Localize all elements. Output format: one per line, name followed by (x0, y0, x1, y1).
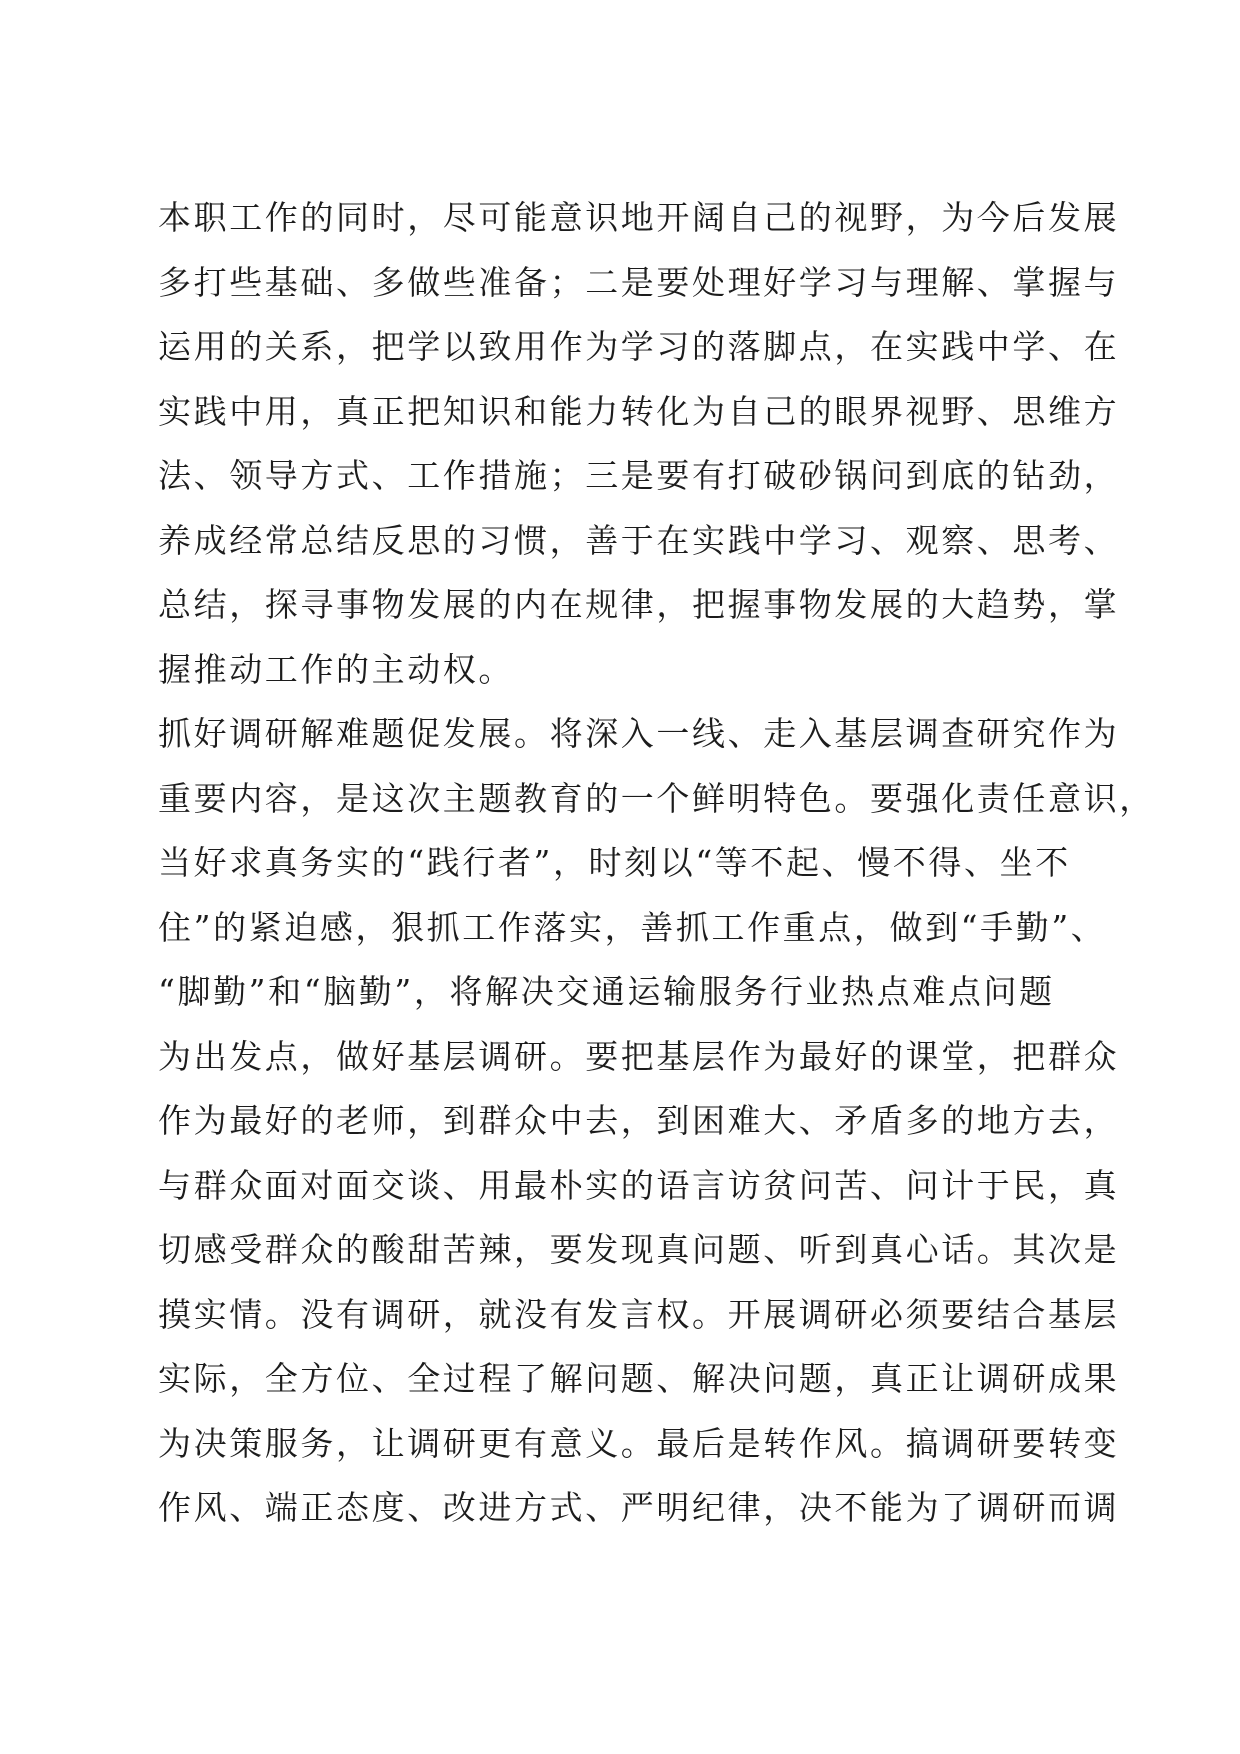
text-line: 本职工作的同时，尽可能意识地开阔自己的视野，为今后发展 (158, 198, 1120, 237)
text-line: 多打些基础、多做些准备；二是要处理好学习与理解、掌握与 (158, 262, 1120, 302)
text-line: 运用的关系，把学以致用作为学习的落脚点，在实践中学、在 (158, 327, 1120, 366)
body-text (158, 186, 1155, 1541)
text-line: 摸实情。没有调研，就没有发言权。开展调研必须要结合基层 (158, 1294, 1120, 1334)
text-line: 握推动工作的主动权。 (158, 649, 514, 689)
text-line: 实践中用，真正把知识和能力转化为自己的眼界视野、思维方 (158, 391, 1120, 431)
text-line: 养成经常总结反思的习惯，善于在实践中学习、观察、思考、 (158, 520, 1120, 560)
text-line: 作风、端正态度、改进方式、严明纪律，决不能为了调研而调 (158, 1488, 1120, 1527)
text-line: 切感受群众的酸甜苦辣，要发现真问题、听到真心话。其次是 (158, 1230, 1120, 1269)
text-line: 法、领导方式、工作措施；三是要有打破砂锅问到底的钻劲， (158, 456, 1120, 495)
text-line: 抓好调研解难题促发展。将深入一线、走入基层调查研究作为 (158, 714, 1120, 753)
text-line: 总结，探寻事物发展的内在规律，把握事物发展的大趋势，掌 (158, 585, 1120, 624)
text-line: 为出发点，做好基层调研。要把基层作为最好的课堂，把群众 (158, 1036, 1120, 1076)
text-line: 当好求真务实的“践行者”，时刻以“等不起、慢不得、坐不 (158, 843, 1071, 882)
text-line: 重要内容，是这次主题教育的一个鲜明特色。要强化责任意识， (158, 778, 1155, 818)
text-line: 实际，全方位、全过程了解问题、解决问题，真正让调研成果 (158, 1359, 1120, 1398)
text-line: 住”的紧迫感，狠抓工作落实，善抓工作重点，做到“手勤”、 (158, 907, 1107, 947)
text-line: 与群众面对面交谈、用最朴实的语言访贫问苦、问计于民，真 (158, 1165, 1120, 1205)
text-line: 作为最好的老师，到群众中去，到困难大、矛盾多的地方去， (158, 1101, 1120, 1140)
text-line: 为决策服务，让调研更有意义。最后是转作风。搞调研要转变 (158, 1423, 1120, 1463)
text-line: “脚勤”和“脑勤”，将解决交通运输服务行业热点难点问题 (158, 972, 1055, 1011)
